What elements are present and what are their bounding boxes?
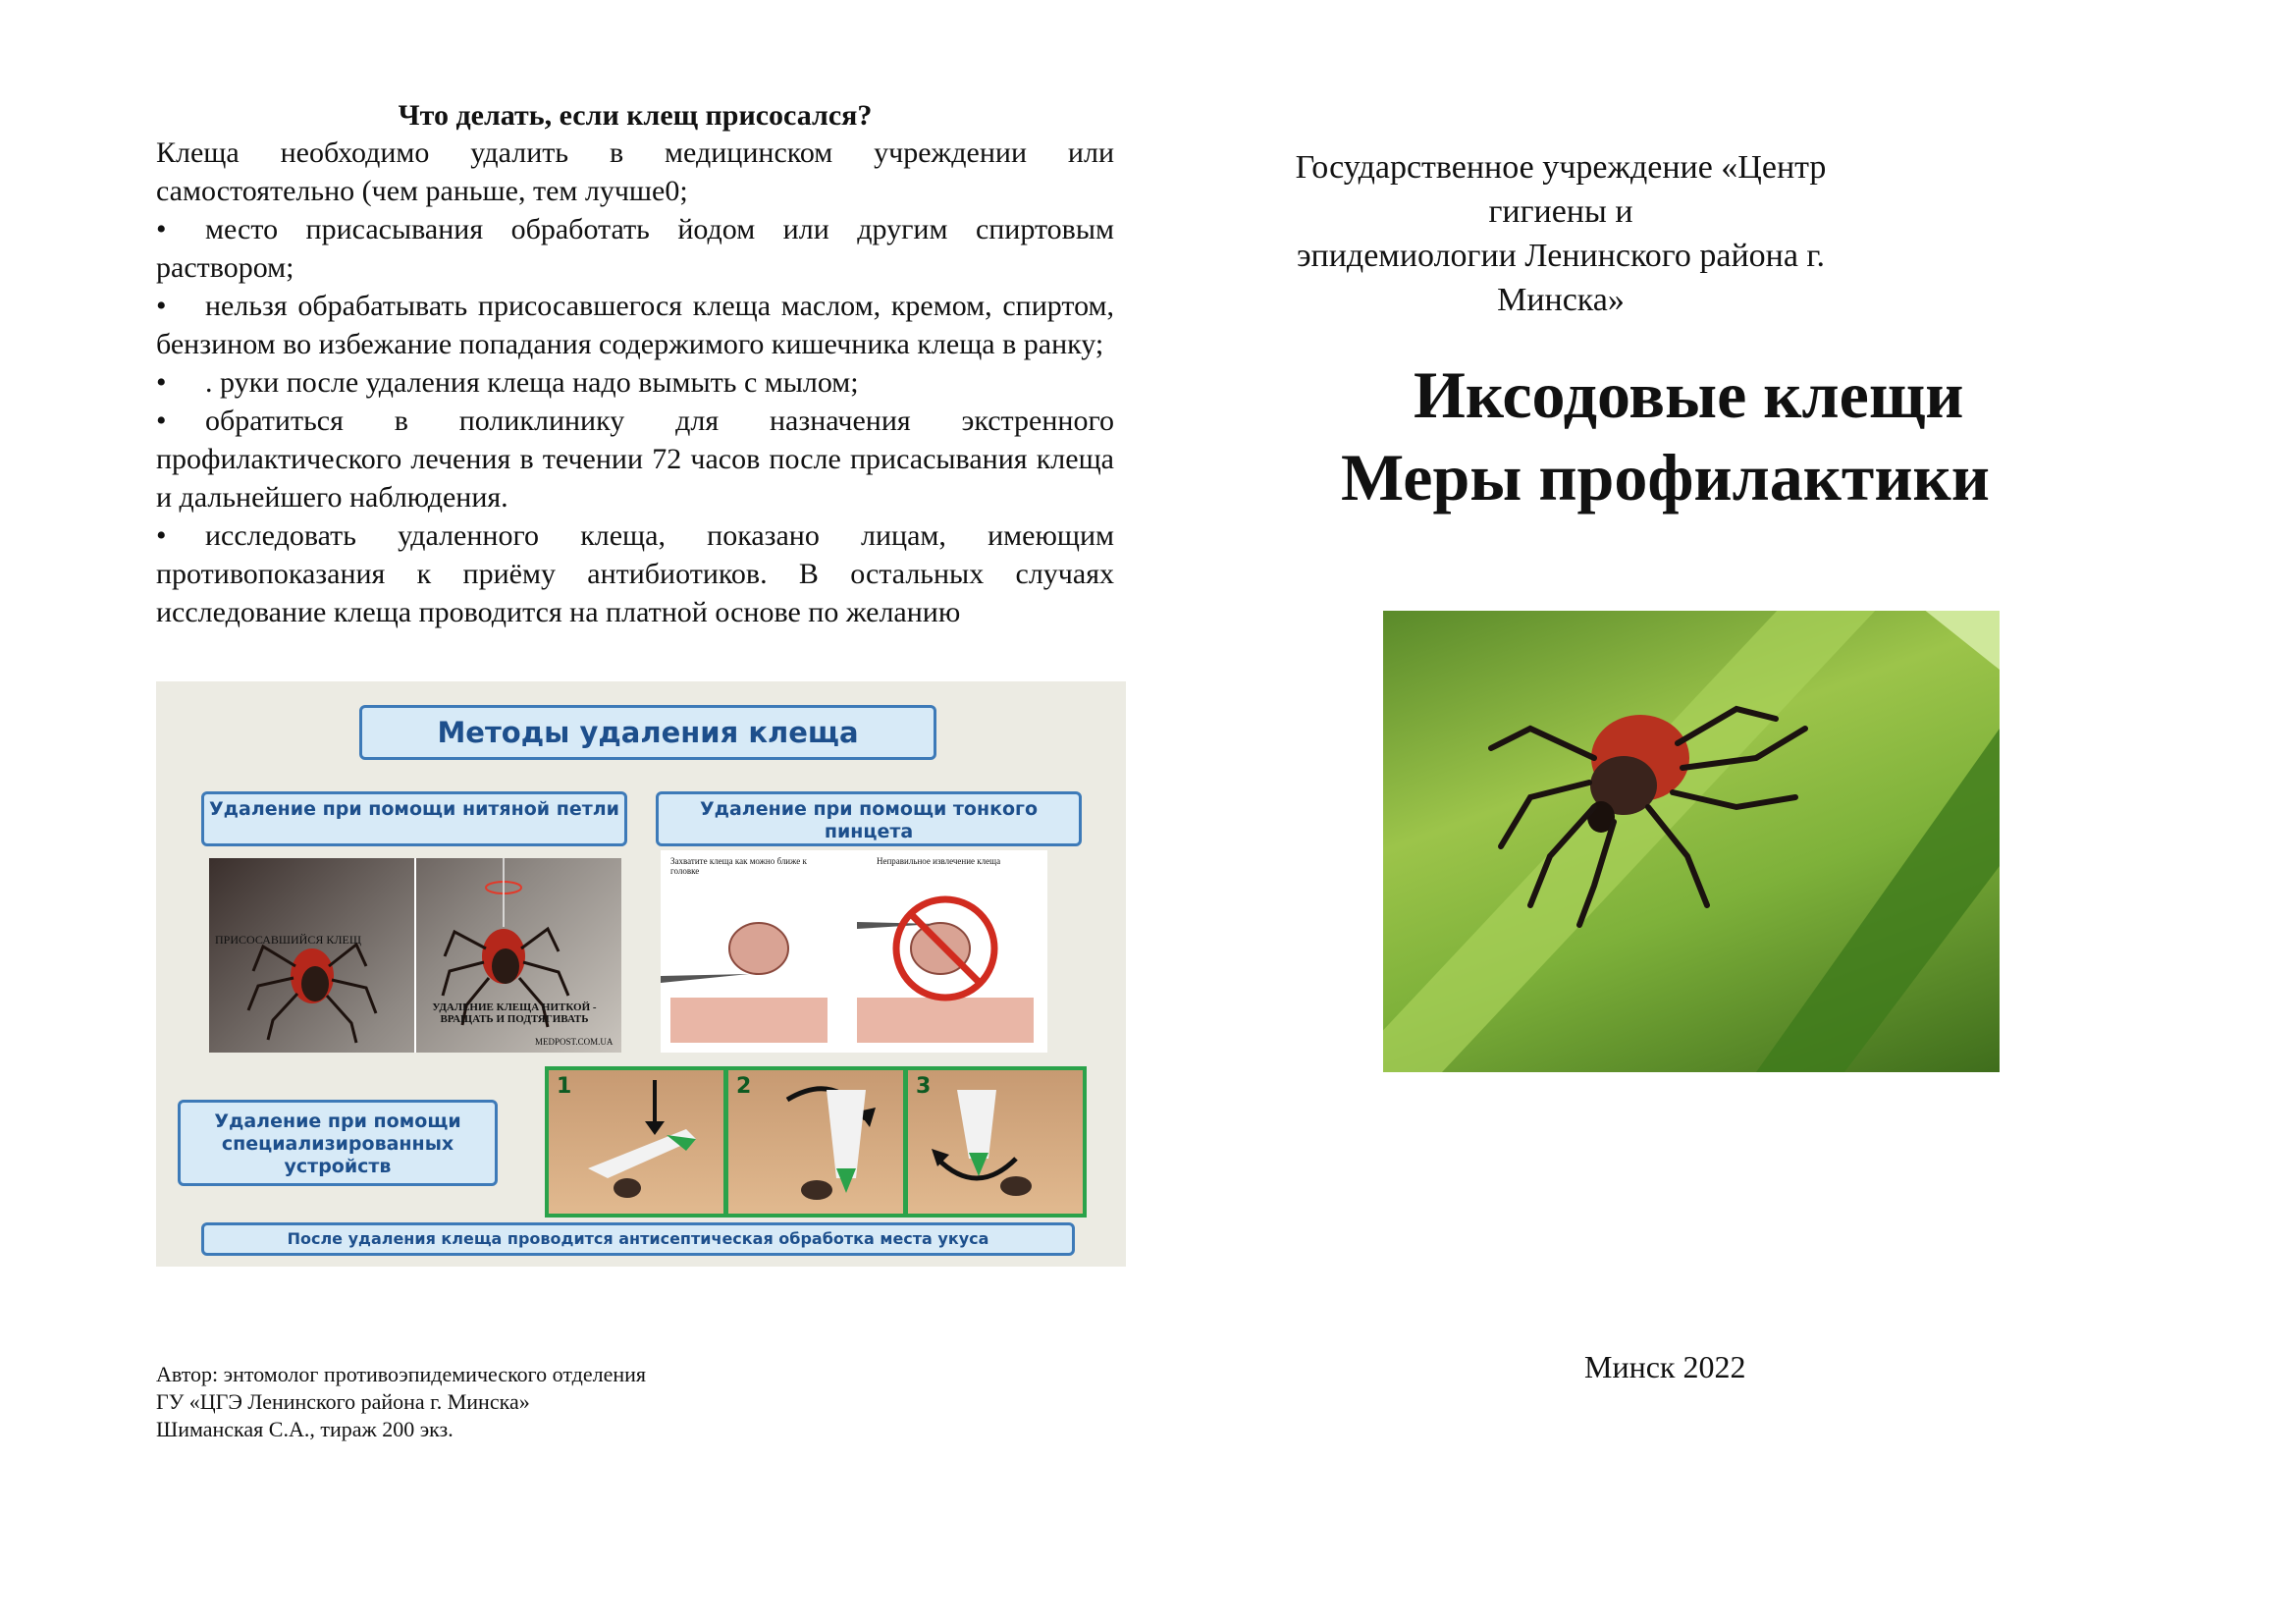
photo-caption: Захватите клеща как можно ближе к головке (670, 856, 807, 876)
list-item: • нельзя обрабатывать присосавшегося клеща маслом, кремом, спиртом, бензином во избежание попадания содержимого кишечника клеща в ранку; (156, 290, 1114, 360)
photo-source: MEDPOST.COM.UA (535, 1037, 614, 1047)
device-steps-panel (545, 1066, 1087, 1218)
thread-removal-photo (209, 858, 621, 1053)
thread-method-label: Удаление при помощи нитяной петли (201, 791, 627, 846)
arrow-down-icon (549, 1070, 723, 1214)
antiseptic-note: После удаления клеща проводится антисептическая обработка места укуса (201, 1222, 1075, 1256)
intro-paragraph: Клеща необходимо удалить в медицинском учреждении или самостоятельно (чем раньше, тем лучше0; (156, 136, 1114, 207)
step-panel: 3 (908, 1070, 1083, 1214)
tick-removal-infographic (156, 681, 1126, 1267)
infographic-title: Методы удаления клеща (359, 705, 936, 760)
author-line: ГУ «ЦГЭ Ленинского района г. Минска» (156, 1389, 530, 1414)
list-item: • . руки после удаления клеща надо вымыть с мылом; (156, 366, 859, 399)
photo-caption: УДАЛЕНИЕ КЛЕЩА НИТКОЙ - ВРАЩАТЬ И ПОДТЯГИВАТЬ (432, 1001, 597, 1025)
city-year: Минск 2022 (1584, 1349, 1746, 1384)
list-item: • обратиться в поликлинику для назначения экстренного профилактического лечения в течении 72 часов после присасывания клеща и дальнейшего наблюдения. (156, 405, 1114, 514)
brochure-title (1315, 353, 2101, 518)
author-info (156, 1361, 843, 1443)
step-panel: 2 (728, 1070, 903, 1214)
instructions-text (156, 134, 1114, 631)
photo-caption: ПРИСОСАВШИЙСЯ КЛЕЩ (215, 933, 361, 947)
list-item: • место присасывания обработать йодом или другим спиртовым раствором; (156, 213, 1114, 284)
title-line: Меры профилактики (1341, 440, 1990, 514)
tweezers-illustration (661, 850, 1047, 1053)
left-page (156, 98, 1114, 631)
tweezers-removal-photo (661, 850, 1047, 1053)
author-line: Автор: энтомолог противоэпидемического отделения (156, 1362, 647, 1386)
tick-icon (248, 945, 376, 1043)
organization-name: Государственное учреждение «Центр гигиены и эпидемиологии Ленинского района г. Минска» (1295, 149, 1827, 318)
tick-icon (1383, 611, 2000, 1072)
author-line: Шиманская С.А., тираж 200 экз. (156, 1417, 454, 1441)
tweezers-method-label: Удаление при помощи тонкого пинцета (656, 791, 1082, 846)
prohibited-icon (857, 899, 994, 998)
tick-icon (661, 923, 788, 983)
device-method-label: Удаление при помощи специализированных устройств (178, 1100, 498, 1186)
photo-caption: Неправильное извлечение клеща (877, 856, 1001, 866)
rotate-arrow-icon (908, 1070, 1083, 1214)
rotate-arrow-icon (728, 1070, 903, 1214)
section-heading: Что делать, если клещ присосался? (398, 99, 873, 132)
list-item: • исследовать удаленного клеща, показано лицам, имеющим противопоказания к приёму антибиотиков. В остальных случаях исследование клеща проводится на платной основе по желанию (156, 519, 1114, 628)
title-line: Иксодовые клещи (1414, 357, 1964, 432)
step-panel: 1 (549, 1070, 723, 1214)
tick-on-leaf-photo (1383, 611, 2000, 1072)
